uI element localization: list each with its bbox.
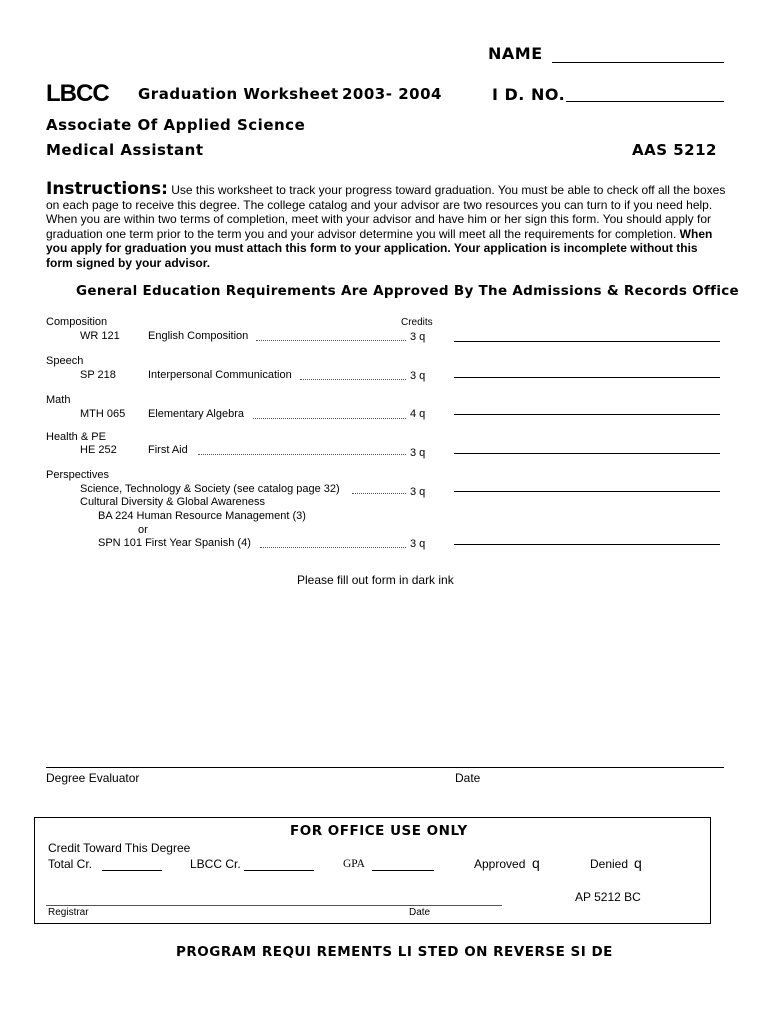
gen-ed-title: General Education Requirements Are Approved By The Admissions & Records Office — [76, 283, 740, 299]
instructions-bold-text: When you apply for graduation you must attach this form to your application. Your application is incomplete without this form signed by your advisor. — [46, 226, 713, 270]
denied-label: Denied — [590, 857, 629, 871]
signoff-line[interactable] — [454, 491, 720, 492]
course-credits[interactable]: 3 q — [410, 538, 426, 550]
category-name: Health & PE — [46, 431, 106, 443]
signoff-line[interactable] — [454, 341, 720, 342]
total-cr-field[interactable] — [102, 870, 162, 871]
course-option: SPN 101 First Year Spanish (4) — [98, 537, 251, 549]
total-cr-label: Total Cr. — [48, 857, 93, 871]
program-code: AAS 5212 — [632, 141, 717, 159]
credits-header: Credits — [401, 317, 433, 328]
registrar-label: Registrar — [48, 907, 89, 918]
course-code: SP 218 — [80, 369, 116, 381]
course-code: HE 252 — [80, 444, 117, 456]
worksheet-year: 2003- 2004 — [342, 85, 442, 103]
gpa-label: GPA — [343, 858, 365, 870]
registrar-date-label: Date — [409, 907, 431, 918]
instructions-text: Use this worksheet to track your progress toward graduation. You must be able to check off all the boxes on each page to receive this degree. The college catalog and your advisor are two resources you can turn to if you need help. When you are within two terms of completion, meet with your advisor and have him or her sign this form. You should apply for graduation one term prior to the term you and your advisor determine you will meet all the requirements for completion. — [46, 183, 726, 241]
name-label: NAME — [488, 44, 543, 63]
signoff-line[interactable] — [454, 414, 720, 415]
lbcc-cr-field[interactable] — [244, 870, 314, 871]
or-label: or — [138, 524, 148, 536]
registrar-signature-line[interactable] — [46, 905, 502, 906]
course-name: English Composition — [148, 330, 249, 342]
course-code: WR 121 — [80, 330, 120, 342]
course-credits[interactable]: 3 q — [410, 486, 426, 498]
signoff-line[interactable] — [454, 544, 720, 545]
approved-label: Approved — [474, 857, 526, 871]
course-credits[interactable]: 3 q — [410, 331, 426, 343]
course-name: First Aid — [148, 444, 188, 456]
office-title: FOR OFFICE USE ONLY — [290, 823, 468, 839]
instructions-label: Instructions: — [46, 179, 168, 199]
category-name: Speech — [46, 355, 84, 367]
leader-dots — [352, 493, 406, 494]
evaluator-label: Degree Evaluator — [46, 771, 140, 785]
denied-checkbox[interactable]: q — [634, 855, 642, 871]
signoff-line[interactable] — [454, 377, 720, 378]
school-logo-text: LBCC — [46, 80, 109, 107]
lbcc-cr-label: LBCC Cr. — [190, 857, 241, 871]
signoff-line[interactable] — [454, 453, 720, 454]
leader-dots — [260, 547, 406, 548]
id-label: I D. NO. — [492, 85, 566, 104]
course-name: Cultural Diversity & Global Awareness — [80, 496, 266, 508]
evaluator-date-label: Date — [455, 771, 481, 785]
course-name: Elementary Algebra — [148, 408, 244, 420]
evaluator-signature-line[interactable] — [46, 767, 724, 768]
category-name: Perspectives — [46, 469, 109, 481]
program-title: Medical Assistant — [46, 141, 204, 159]
approved-checkbox[interactable]: q — [532, 855, 540, 871]
course-credits[interactable]: 4 q — [410, 408, 426, 420]
leader-dots — [300, 379, 406, 380]
course-name: Science, Technology & Society (see catalog page 32) — [80, 483, 340, 495]
instructions-block — [46, 179, 726, 270]
category-name: Composition — [46, 316, 108, 328]
course-name: Interpersonal Communication — [148, 369, 292, 381]
leader-dots — [253, 418, 406, 419]
footer-note: PROGRAM REQUI REMENTS LI STED ON REVERSE SI DE — [176, 944, 613, 960]
form-code: AP 5212 BC — [575, 890, 641, 904]
course-code: MTH 065 — [80, 408, 126, 420]
name-field[interactable] — [552, 62, 724, 63]
leader-dots — [256, 340, 406, 341]
ink-note: Please fill out form in dark ink — [297, 573, 454, 587]
id-field[interactable] — [566, 101, 724, 102]
credit-toward-label: Credit Toward This Degree — [48, 841, 191, 855]
course-option: BA 224 Human Resource Management (3) — [98, 510, 306, 522]
degree-title: Associate Of Applied Science — [46, 116, 306, 134]
leader-dots — [198, 454, 406, 455]
worksheet-title: Graduation Worksheet — [138, 85, 339, 103]
course-credits[interactable]: 3 q — [410, 447, 426, 459]
category-name: Math — [46, 394, 71, 406]
course-credits[interactable]: 3 q — [410, 370, 426, 382]
gpa-field[interactable] — [372, 870, 434, 871]
